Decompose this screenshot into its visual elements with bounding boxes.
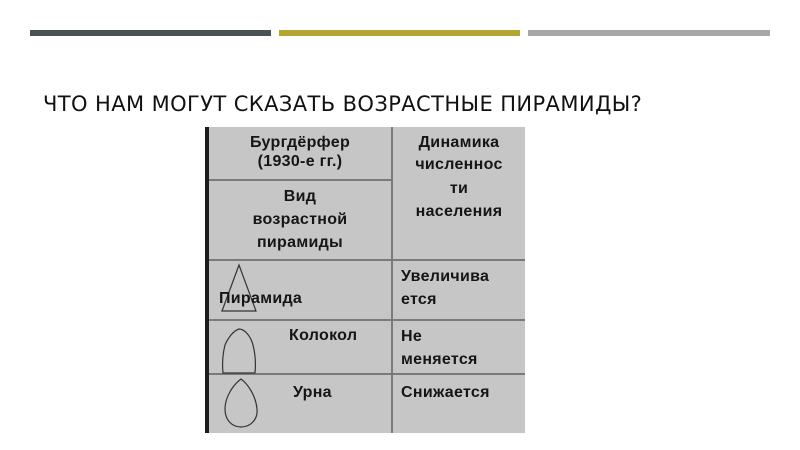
slide-title: ЧТО НАМ МОГУТ СКАЗАТЬ ВОЗРАСТНЫЕ ПИРАМИДЫ? [43, 92, 643, 116]
header-right-line1: Динамика [418, 134, 500, 151]
row2-dynamic-line1: Не [401, 328, 423, 345]
table-divider-subheader [209, 179, 391, 181]
age-pyramid-table [205, 127, 525, 433]
header-left-line1: Бургдёрфер [249, 134, 351, 151]
decor-bar-gray [528, 30, 770, 36]
table-left-edge [205, 127, 209, 433]
row1-dynamic-line2: ется [401, 291, 437, 308]
decor-bar-dark [30, 30, 271, 36]
row3-dynamic-line1: Снижается [401, 384, 490, 401]
urn-icon [221, 377, 265, 433]
row2-shape-label: Колокол [289, 327, 358, 344]
row3-shape-label: Урна [293, 384, 332, 401]
header-right-line4: населения [415, 203, 503, 220]
header-left-line2: (1930-е гг.) [257, 153, 343, 170]
subheader-line1: Вид [283, 188, 317, 205]
row1-shape-label: Пирамида [219, 290, 303, 307]
subheader-line3: пирамиды [256, 234, 344, 251]
decor-bar-gold [279, 30, 520, 36]
subheader-line2: возрастной [252, 211, 348, 228]
table-divider-row2 [209, 319, 525, 321]
bell-icon [219, 323, 263, 379]
row1-dynamic-line1: Увеличива [401, 268, 490, 285]
header-right-line3: ти [449, 180, 469, 197]
header-right-line2: численнос [415, 156, 503, 173]
row2-dynamic-line2: меняется [401, 351, 478, 368]
